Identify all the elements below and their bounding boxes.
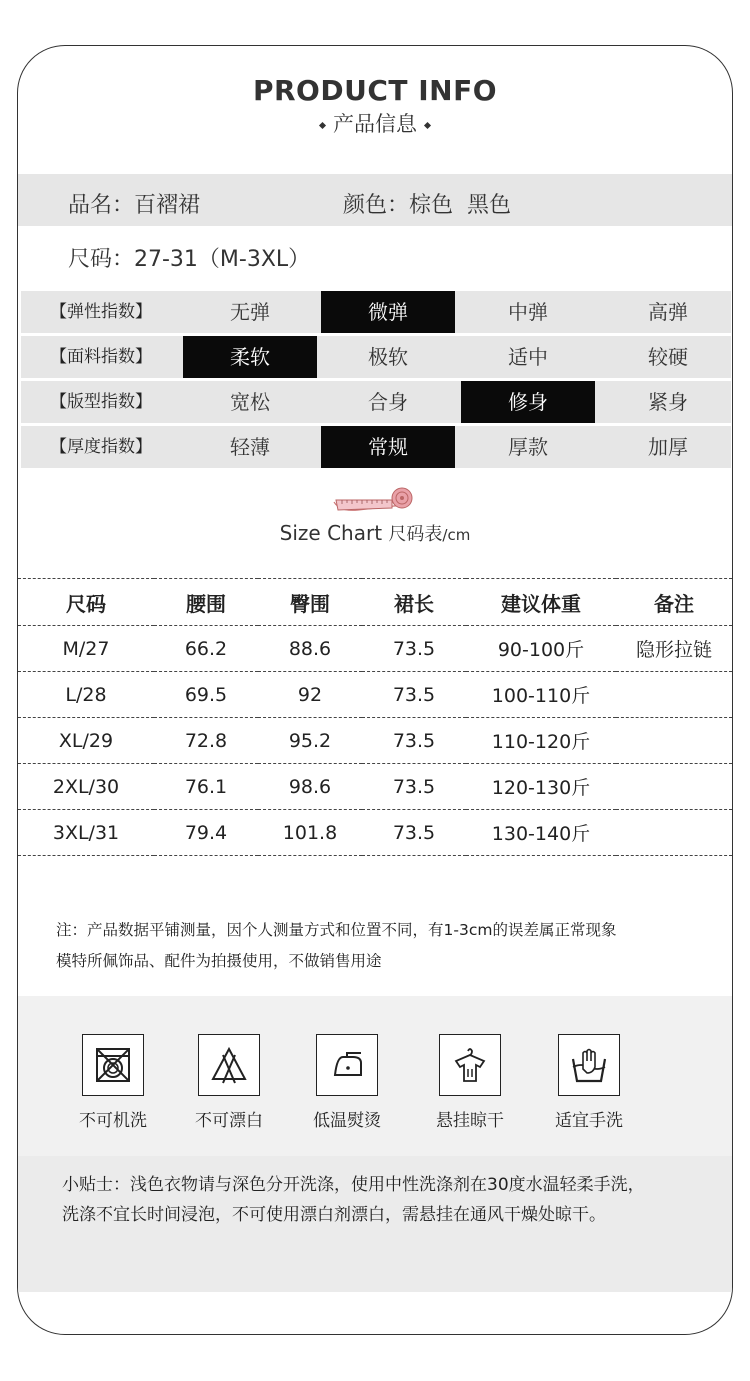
fabric-index-row: [21, 336, 731, 378]
measurement-note: 注：产品数据平铺测量，因个人测量方式和位置不同，有1-3cm的误差属正常现象: [56, 921, 617, 939]
table-cell: 100-110斤: [466, 672, 616, 718]
table-cell: 73.5: [362, 626, 466, 672]
table-cell: 130-140斤: [466, 810, 616, 856]
table-row: [18, 626, 732, 672]
hang-dry-icon: [439, 1034, 501, 1096]
diamond-bullet-left: [319, 121, 326, 128]
column-header: 臀围: [258, 579, 362, 626]
table-cell: [616, 810, 732, 856]
column-header: 腰围: [154, 579, 258, 626]
index-option: 厚款: [508, 435, 548, 459]
care-item: [58, 1034, 168, 1131]
measuring-tape-icon: [330, 486, 420, 518]
product-info-card: [17, 45, 733, 1335]
care-label: 低温熨烫: [313, 1111, 381, 1131]
no-bleach-icon: [198, 1034, 260, 1096]
index-option: 适中: [508, 345, 548, 369]
index-option: 宽松: [230, 390, 270, 414]
no-machine-wash-icon: [82, 1034, 144, 1096]
index-option: 极软: [368, 345, 408, 369]
index-label: 【版型指数】: [50, 392, 152, 412]
index-option: 紧身: [648, 390, 688, 414]
table-cell: 92: [258, 672, 362, 718]
care-instructions: [18, 996, 732, 1156]
product-color: 颜色：棕色 黑色: [343, 193, 511, 218]
table-cell: 73.5: [362, 718, 466, 764]
size-chart-label: [18, 520, 732, 546]
table-cell: 110-120斤: [466, 718, 616, 764]
care-label: 不可漂白: [195, 1111, 263, 1131]
product-size: 尺码：27-31（M-3XL）: [68, 247, 311, 272]
table-header-row: [18, 579, 732, 626]
column-header: 备注: [616, 579, 732, 626]
table-cell: 66.2: [154, 626, 258, 672]
table-cell: 69.5: [154, 672, 258, 718]
thickness-index-row: [21, 426, 731, 468]
size-chart-label-cn: 尺码表: [388, 524, 443, 545]
column-header: 裙长: [362, 579, 466, 626]
diamond-bullet-right: [424, 121, 431, 128]
column-header: 尺码: [18, 579, 154, 626]
table-cell: [616, 718, 732, 764]
product-name: 品名：百褶裙: [68, 193, 201, 218]
table-row: [18, 672, 732, 718]
table-cell: [616, 672, 732, 718]
accessory-note: 模特所佩饰品、配件为拍摄使用，不做销售用途: [56, 952, 382, 970]
page-subtitle: [18, 108, 732, 138]
table-cell: 73.5: [362, 672, 466, 718]
table-cell: 95.2: [258, 718, 362, 764]
table-cell: 90-100斤: [466, 626, 616, 672]
table-cell: 72.8: [154, 718, 258, 764]
index-option: 合身: [368, 390, 408, 414]
low-iron-icon: [316, 1034, 378, 1096]
tips-line: 洗涤不宜长时间浸泡，不可使用漂白剂漂白，需悬挂在通风干燥处晾干。: [62, 1205, 606, 1225]
index-option: 加厚: [648, 435, 688, 459]
index-option-selected: 常规: [321, 426, 455, 468]
table-cell: 73.5: [362, 764, 466, 810]
table-cell: M/27: [18, 626, 154, 672]
index-option: 中弹: [508, 300, 548, 324]
care-item: [415, 1034, 525, 1131]
care-label: 适宜手洗: [555, 1111, 623, 1131]
table-cell: L/28: [18, 672, 154, 718]
index-option-selected: 微弹: [321, 291, 455, 333]
table-cell: [616, 764, 732, 810]
table-cell: 98.6: [258, 764, 362, 810]
index-option-selected: 柔软: [183, 336, 317, 378]
elasticity-index-row: [21, 291, 731, 333]
care-item: [534, 1034, 644, 1131]
page-title: PRODUCT INFO: [252, 74, 498, 107]
table-row: [18, 718, 732, 764]
table-cell: 73.5: [362, 810, 466, 856]
index-option-selected: 修身: [461, 381, 595, 423]
index-label: 【面料指数】: [50, 347, 152, 367]
column-header: 建议体重: [466, 579, 616, 626]
index-option: 较硬: [648, 345, 688, 369]
size-chart-label-en: Size Chart: [279, 521, 389, 545]
table-cell: 88.6: [258, 626, 362, 672]
care-label: 不可机洗: [79, 1111, 147, 1131]
index-label: 【弹性指数】: [50, 302, 152, 322]
index-option: 无弹: [230, 300, 270, 324]
size-chart-unit: /cm: [442, 526, 471, 544]
table-cell: 120-130斤: [466, 764, 616, 810]
tips-line: 小贴士：浅色衣物请与深色分开洗涤，使用中性洗涤剂在30度水温轻柔手洗，: [62, 1175, 645, 1195]
index-option: 高弹: [648, 300, 688, 324]
table-cell: 隐形拉链: [616, 626, 732, 672]
index-option: 轻薄: [230, 435, 270, 459]
care-label: 悬挂晾干: [436, 1111, 504, 1131]
table-cell: 2XL/30: [18, 764, 154, 810]
size-table: [18, 578, 732, 856]
care-item: [174, 1034, 284, 1131]
subtitle-text: 产品信息: [333, 112, 417, 136]
table-row: [18, 764, 732, 810]
table-cell: XL/29: [18, 718, 154, 764]
table-cell: 76.1: [154, 764, 258, 810]
table-cell: 79.4: [154, 810, 258, 856]
index-label: 【厚度指数】: [50, 437, 152, 457]
fit-index-row: [21, 381, 731, 423]
hand-wash-icon: [558, 1034, 620, 1096]
table-cell: 101.8: [258, 810, 362, 856]
tips-panel: [18, 1156, 732, 1292]
care-item: [292, 1034, 402, 1131]
table-cell: 3XL/31: [18, 810, 154, 856]
table-row: [18, 810, 732, 856]
